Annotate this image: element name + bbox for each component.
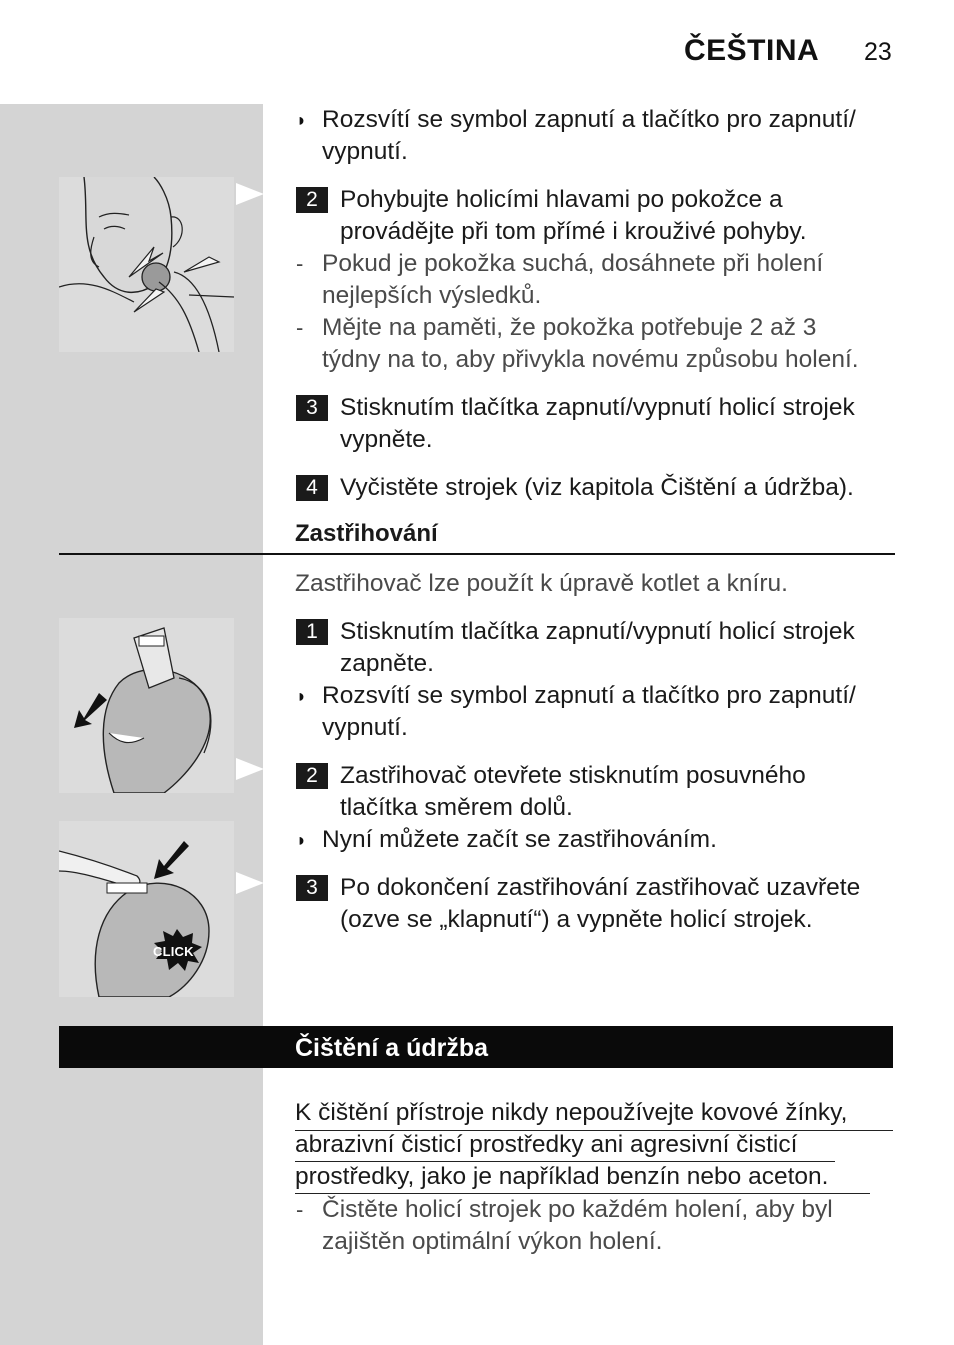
step-number: 2: [296, 187, 328, 213]
tip-text: nejlepších výsledků.: [322, 282, 542, 309]
pointer-triangle: [236, 872, 264, 894]
step-number: 4: [296, 475, 328, 501]
intro-text: Zastřihovač lze použít k úpravě kotlet a kníru.: [295, 570, 788, 597]
tip-text: Čistěte holicí strojek po každém holení, aby byl: [322, 1196, 833, 1223]
tip-text: zajištěn optimální výkon holení.: [322, 1228, 663, 1255]
result-marker: ◗: [296, 830, 307, 850]
step-text: (ozve se „klapnutí“) a vypněte holicí strojek.: [340, 906, 813, 933]
tip-marker: -: [296, 251, 304, 276]
illustration-trimmer-open: [59, 618, 234, 793]
warning-text: abrazivní čisticí prostředky ani agresivní čisticí: [295, 1131, 798, 1158]
step-text: Stisknutím tlačítka zapnutí/vypnutí holicí strojek: [340, 394, 855, 421]
click-label: CLICK: [153, 944, 194, 959]
result-text: vypnutí.: [322, 714, 408, 741]
tip-text: týdny na to, aby přivykla novému způsobu holení.: [322, 346, 859, 373]
section-heading-cleaning: Čištění a údržba: [295, 1034, 489, 1062]
tip-text: Mějte na paměti, že pokožka potřebuje 2 až 3: [322, 314, 817, 341]
step-text: Stisknutím tlačítka zapnutí/vypnutí holicí strojek: [340, 618, 855, 645]
shaving-face-drawing: [59, 177, 234, 352]
result-marker: ◗: [296, 686, 307, 706]
result-text: vypnutí.: [322, 138, 408, 165]
section-heading-trimming: Zastřihování: [295, 520, 438, 547]
step-text: tlačítka směrem dolů.: [340, 794, 573, 821]
page-number: 23: [864, 38, 892, 66]
step-number: 3: [296, 875, 328, 901]
pointer-triangle: [236, 758, 264, 780]
illustration-trimmer-click: [59, 821, 234, 997]
step-text: Zastřihovač otevřete stisknutím posuvného: [340, 762, 806, 789]
trimmer-open-drawing: [59, 618, 234, 793]
result-text: Nyní můžete začít se zastřihováním.: [322, 826, 717, 853]
pointer-triangle: [236, 183, 264, 205]
language-header: ČEŠTINA: [684, 34, 820, 67]
tip-text: Pokud je pokožka suchá, dosáhnete při holení: [322, 250, 824, 277]
step-text: Po dokončení zastřihování zastřihovač uzavřete: [340, 874, 861, 901]
step-text: vypněte.: [340, 426, 433, 453]
step-number: 1: [296, 619, 328, 645]
warning-text: K čištění přístroje nikdy nepoužívejte kovové žínky,: [295, 1099, 848, 1126]
step-number: 2: [296, 763, 328, 789]
tip-marker: -: [296, 315, 304, 340]
step-text: Pohybujte holicími hlavami po pokožce a: [340, 186, 783, 213]
trimmer-click-drawing: [59, 821, 234, 997]
step-text: Vyčistěte strojek (viz kapitola Čištění a údržba).: [340, 474, 854, 501]
tip-marker: -: [296, 1197, 304, 1222]
result-marker: ◗: [296, 110, 307, 130]
result-text: Rozsvítí se symbol zapnutí a tlačítko pro zapnutí/: [322, 106, 856, 133]
step-text: provádějte při tom přímé i krouživé pohyby.: [340, 218, 807, 245]
warning-text: prostředky, jako je například benzín nebo aceton.: [295, 1163, 829, 1190]
illustration-shaving-face: [59, 177, 234, 352]
section-divider: [59, 553, 895, 555]
step-number: 3: [296, 395, 328, 421]
step-text: zapněte.: [340, 650, 434, 677]
result-text: Rozsvítí se symbol zapnutí a tlačítko pro zapnutí/: [322, 682, 856, 709]
